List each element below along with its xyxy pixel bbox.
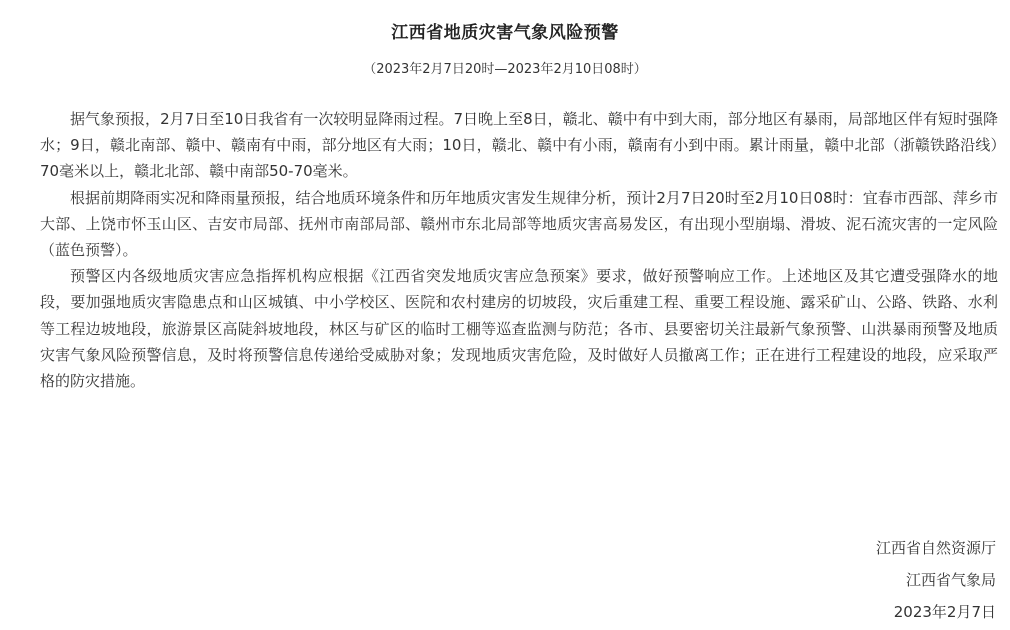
issuer-meteorological-bureau: 江西省气象局	[905, 571, 996, 589]
document-subtitle: （2023年2月7日20时—2023年2月10日08时）	[363, 62, 647, 77]
document-body	[40, 106, 998, 394]
signature-block	[876, 532, 996, 628]
paragraph-forecast: 据气象预报，2月7日至10日我省有一次较明显降雨过程。7日晚上至8日，赣北、赣中有中到大雨，部分地区有暴雨，局部地区伴有短时强降水；9日，赣北南部、赣中、赣南有中雨，部分地区有大雨；10日，赣北、赣中有小雨，赣南有小到中雨。累计雨量，赣中北部（浙赣铁路沿线）70毫米以上，赣北北部、赣中南部50-70毫米。	[40, 110, 998, 181]
document-title: 江西省地质灾害气象风险预警	[391, 23, 619, 43]
paragraph-risk-analysis: 根据前期降雨实况和降雨量预报，结合地质环境条件和历年地质灾害发生规律分析，预计2月7日20时至2月10日08时：宜春市西部、萍乡市大部、上饶市怀玉山区、吉安市局部、抚州市南部局部、赣州市东北局部等地质灾害高易发区，有出现小型崩塌、滑坡、泥石流灾害的一定风险（蓝色预警）。	[40, 188, 998, 260]
issuer-natural-resources: 江西省自然资源厅	[875, 539, 996, 557]
issue-date: 2023年2月7日	[893, 603, 996, 621]
paragraph-response-requirements: 预警区内各级地质灾害应急指挥机构应根据《江西省突发地质灾害应急预案》要求，做好预警响应工作。上述地区及其它遭受强降水的地段，要加强地质灾害隐患点和山区城镇、中小学校区、医院和农村建房的切坡段，灾后重建工程、重要工程设施、露采矿山、公路、铁路、水利等工程边坡地段，旅游景区高陡斜坡地段，林区与矿区的临时工棚等巡查监测与防范；各市、县要密切关注最新气象预警、山洪暴雨预警及地质灾害气象风险预警信息，及时将预警信息传递给受威胁对象；发现地质灾害危险，及时做好人员撤离工作；正在进行工程建设的地段，应采取严格的防灾措施。	[40, 267, 998, 391]
